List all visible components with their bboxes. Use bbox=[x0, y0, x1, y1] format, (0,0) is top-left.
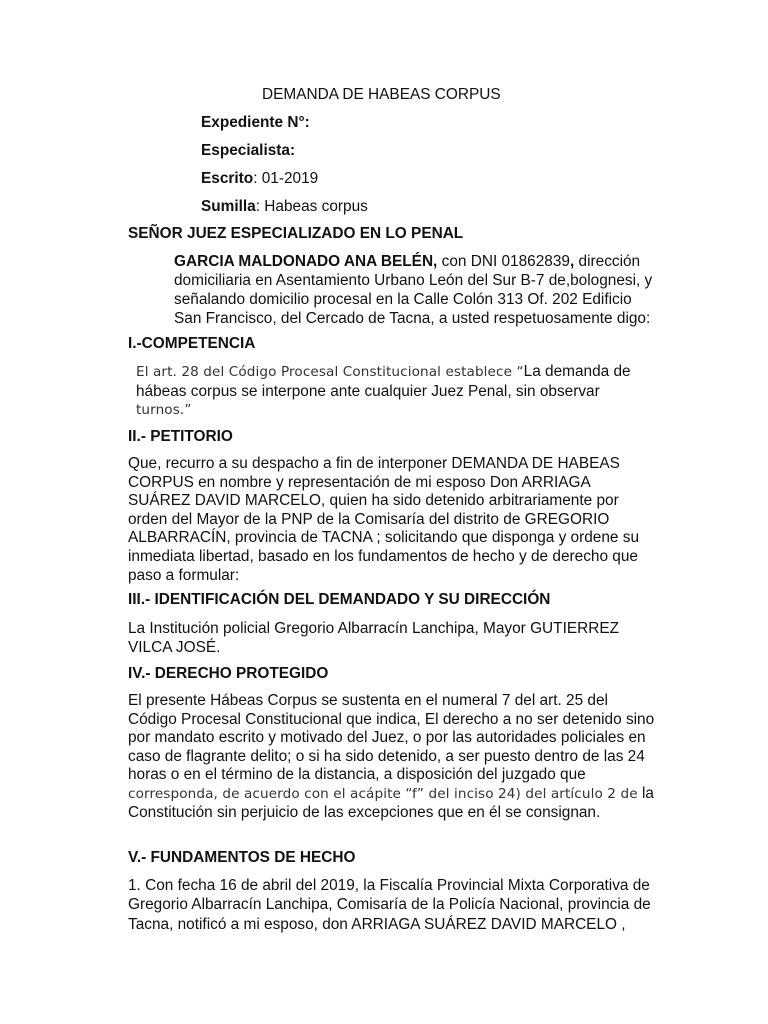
document-title: DEMANDA DE HABEAS CORPUS bbox=[262, 86, 501, 103]
petitorio-heading: II.- PETITORIO bbox=[128, 428, 233, 445]
hechos-heading: V.- FUNDAMENTOS DE HECHO bbox=[128, 849, 356, 866]
sumilla-label: Sumilla bbox=[201, 198, 256, 215]
petitorio-paragraph bbox=[128, 455, 639, 585]
competencia-line-2: hábeas corpus se interpone ante cualquier Juez Penal, sin observar bbox=[136, 383, 600, 400]
competencia-line-1: El art. 28 del Código Procesal Constitucional establece “La demanda de bbox=[136, 363, 631, 380]
demandado-heading: III.- IDENTIFICACIÓN DEL DEMANDADO Y SU DIRECCIÓN bbox=[128, 591, 551, 608]
demandado-line: La Institución policial Gregorio Albarracín Lanchipa, Mayor GUTIERREZ bbox=[128, 620, 620, 637]
expediente-label: Expediente N°: bbox=[201, 114, 310, 131]
derecho-line: corresponda, de acuerdo con el acápite “f” del inciso 24) del artículo 2 de la bbox=[128, 784, 654, 802]
demandado-paragraph bbox=[128, 619, 619, 657]
escrito-line bbox=[201, 170, 318, 188]
petitorio-line: Que, recurro a su despacho a fin de interponer DEMANDA DE HABEAS bbox=[128, 455, 620, 472]
intro-line-3: señalando domicilio procesal en la Calle Colón 313 Of. 202 Edificio bbox=[174, 291, 632, 308]
intro-line-4: San Francisco, del Cercado de Tacna, a usted respetuosamente digo: bbox=[174, 310, 651, 327]
petitorio-line: inmediata libertad, basado en los fundamentos de hecho y de derecho que bbox=[128, 547, 638, 565]
escrito-value: : 01-2019 bbox=[253, 170, 319, 187]
derecho-heading: IV.- DERECHO PROTEGIDO bbox=[128, 665, 329, 682]
especialista-label: Especialista: bbox=[201, 142, 296, 159]
intro-line-2: domiciliaria en Asentamiento Urbano León del Sur B-7 de,bolognesi, y bbox=[174, 272, 653, 289]
escrito-label: Escrito bbox=[201, 170, 254, 187]
sumilla-line bbox=[201, 198, 368, 216]
petitorio-line: paso a formular: bbox=[128, 566, 240, 584]
hechos-line: Gregorio Albarracín Lanchipa, Comisaría de la Policía Nacional, provincia de bbox=[128, 896, 651, 914]
hechos-paragraph bbox=[128, 876, 651, 934]
hechos-line: Tacna, notificó a mi esposo, don ARRIAGA SUÁREZ DAVID MARCELO , bbox=[128, 915, 626, 933]
petitorio-line: ALBARRACÍN, provincia de TACNA ; solicitando que disponga y ordene su bbox=[128, 529, 640, 547]
derecho-line: caso de flagrante delito; o si ha sido detenido, a ser puesto dentro de las 24 bbox=[128, 747, 645, 765]
derecho-line: Constitución sin perjuicio de las excepciones que en él se consignan. bbox=[128, 803, 601, 821]
derecho-line: El presente Hábeas Corpus se sustenta en el numeral 7 del art. 25 del bbox=[128, 692, 608, 709]
derecho-line: por mandato escrito y motivado del Juez, o por las autoridades policiales en bbox=[128, 729, 646, 747]
competencia-line-3: turnos.” bbox=[136, 402, 192, 418]
derecho-line: horas o en el término de la distancia, a disposición del juzgado que bbox=[128, 766, 586, 784]
competencia-paragraph bbox=[136, 362, 631, 420]
derecho-paragraph bbox=[128, 692, 654, 822]
petitorio-line: SUÁREZ DAVID MARCELO, quien ha sido detenido arbitrariamente por bbox=[128, 492, 619, 510]
derecho-line: Código Procesal Constitucional que indica, El derecho a no ser detenido sino bbox=[128, 710, 655, 728]
intro-paragraph bbox=[174, 252, 652, 328]
plaintiff-name: GARCIA MALDONADO ANA BELÉN, bbox=[174, 253, 438, 270]
sumilla-value: : Habeas corpus bbox=[255, 198, 368, 215]
hechos-line: 1. Con fecha 16 de abril del 2019, la Fiscalía Provincial Mixta Corporativa de bbox=[128, 877, 650, 894]
intro-line-1: GARCIA MALDONADO ANA BELÉN, con DNI 01862839, dirección bbox=[174, 253, 641, 270]
demandado-line: VILCA JOSÉ. bbox=[128, 639, 221, 656]
addressee: SEÑOR JUEZ ESPECIALIZADO EN LO PENAL bbox=[128, 225, 464, 242]
petitorio-line: orden del Mayor de la PNP de la Comisaría del distrito de GREGORIO bbox=[128, 510, 610, 528]
petitorio-line: CORPUS en nombre y representación de mi esposo Don ARRIAGA bbox=[128, 473, 591, 491]
competencia-heading: I.-COMPETENCIA bbox=[128, 335, 256, 352]
